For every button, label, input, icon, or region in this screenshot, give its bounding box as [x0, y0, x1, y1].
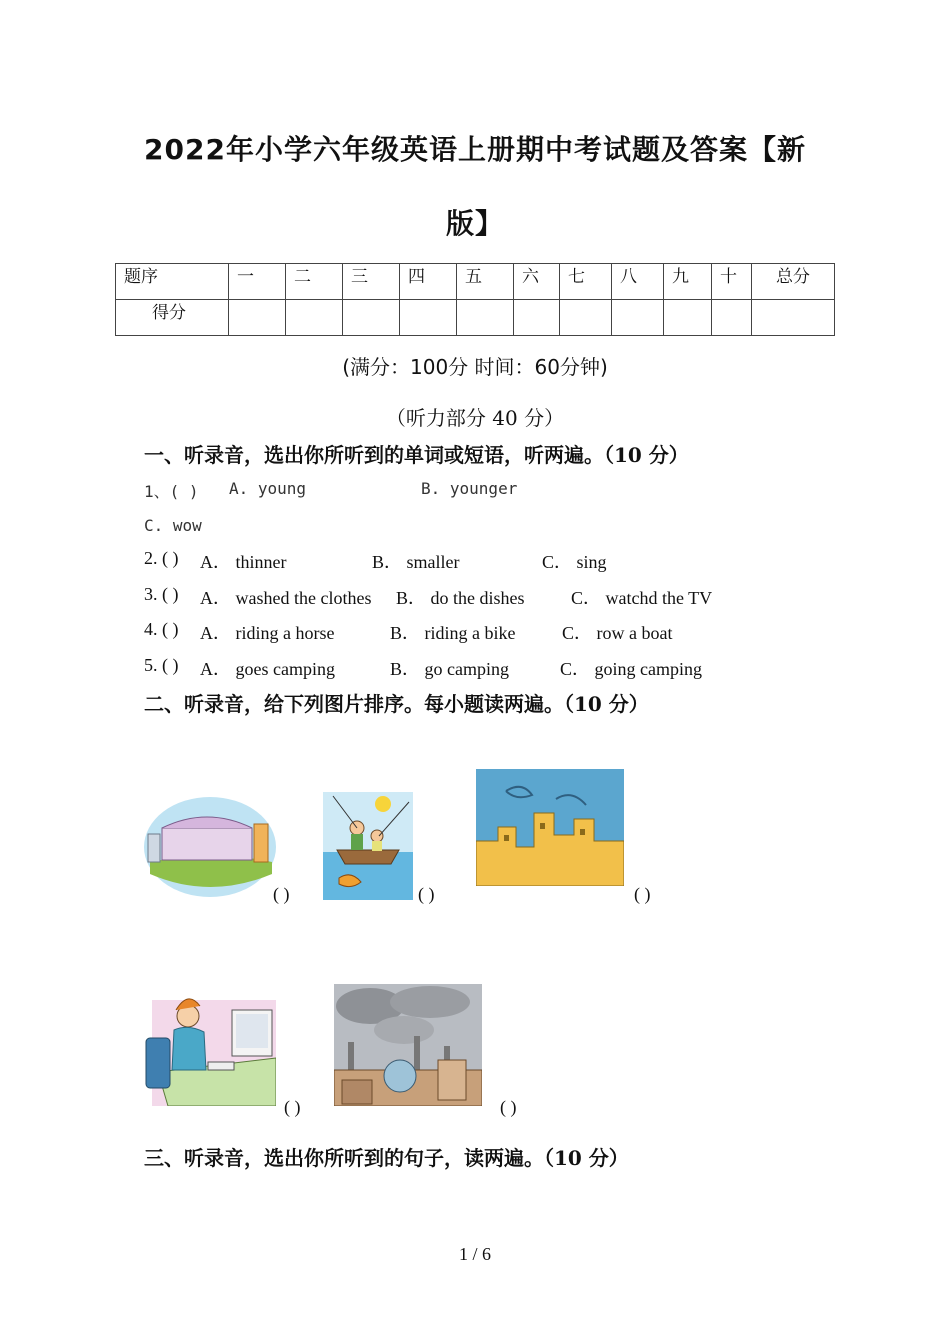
- windy-city-picture: [476, 769, 624, 886]
- page-number: 1 / 6: [458, 1244, 491, 1264]
- score-cell[interactable]: [560, 300, 612, 336]
- listening-header: （听力部分 40 分）: [385, 406, 565, 430]
- section2-heading: 二、听录音，给下列图片排序。每小题读两遍。（10 分）: [144, 692, 649, 716]
- exam-info: (满分：100分 时间：60分钟): [342, 355, 608, 379]
- score-table: [115, 263, 835, 336]
- score-header-cell: 十: [712, 264, 752, 300]
- q2-option-c: C． sing: [542, 552, 607, 572]
- order-blank-5[interactable]: ( ): [500, 1097, 517, 1117]
- score-cell[interactable]: [286, 300, 343, 336]
- q3-option-c: C． watchd the TV: [571, 588, 713, 608]
- q4-option-a: A． riding a horse: [200, 623, 335, 643]
- order-blank-1[interactable]: ( ): [273, 884, 290, 904]
- score-header-cell: 六: [514, 264, 560, 300]
- stadium-picture: [142, 794, 278, 900]
- score-header-cell: 七: [560, 264, 612, 300]
- score-table-score-row: [116, 300, 835, 336]
- score-cell[interactable]: [514, 300, 560, 336]
- score-cell[interactable]: [612, 300, 664, 336]
- q1-number: 1、( ): [144, 482, 199, 501]
- score-header-cell: 题序: [116, 264, 229, 300]
- score-cell[interactable]: [664, 300, 712, 336]
- q4-number: 4. ( ): [144, 619, 179, 639]
- q3-number: 3. ( ): [144, 584, 179, 604]
- score-header-cell: 二: [286, 264, 343, 300]
- score-cell[interactable]: [343, 300, 400, 336]
- computer-picture: [144, 986, 276, 1106]
- q1-option-b: B. younger: [421, 479, 518, 498]
- score-header-cell: 五: [457, 264, 514, 300]
- score-header-cell: 一: [229, 264, 286, 300]
- q4-option-c: C． row a boat: [562, 623, 673, 643]
- section1-heading: 一、听录音，选出你所听到的单词或短语，听两遍。（10 分）: [144, 443, 689, 467]
- doc-title-line2: 版】: [445, 207, 504, 240]
- score-header-cell: 八: [612, 264, 664, 300]
- polluted-city-picture: [334, 984, 482, 1106]
- order-blank-4[interactable]: ( ): [284, 1097, 301, 1117]
- q5-option-b: B． go camping: [390, 659, 509, 679]
- score-header-cell: 总分: [752, 264, 835, 300]
- order-blank-3[interactable]: ( ): [634, 884, 651, 904]
- score-cell[interactable]: [400, 300, 457, 336]
- score-row-label: 得分: [116, 300, 229, 336]
- q1-option-c: C. wow: [144, 516, 202, 535]
- order-blank-2[interactable]: ( ): [418, 884, 435, 904]
- q3-option-b: B． do the dishes: [396, 588, 525, 608]
- score-table-header-row: [116, 264, 835, 300]
- q5-number: 5. ( ): [144, 655, 179, 675]
- q2-option-b: B． smaller: [372, 552, 460, 572]
- score-cell[interactable]: [752, 300, 835, 336]
- score-cell[interactable]: [457, 300, 514, 336]
- fishing-picture: [323, 792, 413, 900]
- q4-option-b: B． riding a bike: [390, 623, 516, 643]
- q1-option-a: A. young: [229, 479, 307, 498]
- doc-title-line1: 2022年小学六年级英语上册期中考试题及答案【新: [144, 133, 806, 166]
- score-header-cell: 三: [343, 264, 400, 300]
- q5-option-a: A． goes camping: [200, 659, 335, 679]
- q2-option-a: A． thinner: [200, 552, 287, 572]
- q3-option-a: A． washed the clothes: [200, 588, 372, 608]
- section3-heading: 三、听录音，选出你所听到的句子，读两遍。（10 分）: [144, 1146, 629, 1170]
- score-header-cell: 九: [664, 264, 712, 300]
- score-cell[interactable]: [712, 300, 752, 336]
- q5-option-c: C． going camping: [560, 659, 702, 679]
- score-header-cell: 四: [400, 264, 457, 300]
- score-cell[interactable]: [229, 300, 286, 336]
- q2-number: 2. ( ): [144, 548, 179, 568]
